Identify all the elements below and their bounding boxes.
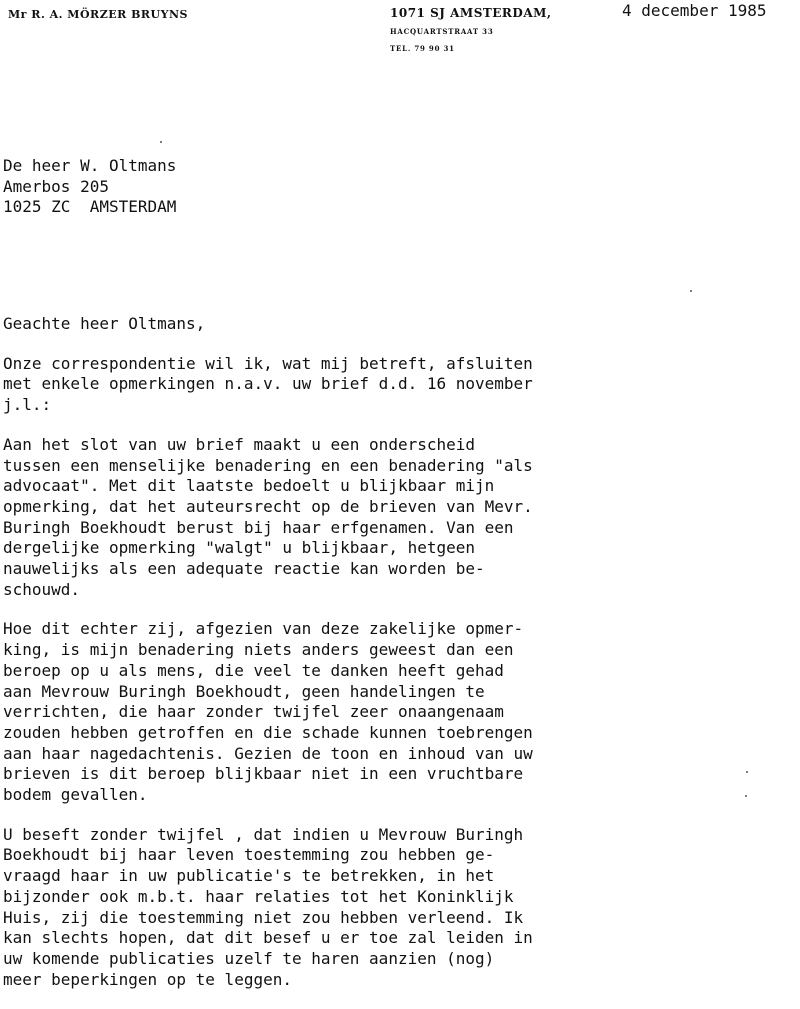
scan-speck	[746, 771, 748, 773]
text-line: Onze correspondentie wil ik, wat mij betreft, afsluiten	[3, 353, 533, 373]
paragraph-1	[3, 354, 793, 416]
text-line: aan haar nagedachtenis. Gezien de toon en inhoud van uw	[3, 743, 533, 763]
text-line: nauwelijks als een adequate reactie kan worden be-	[3, 559, 485, 579]
text-line: opmerking, dat het auteursrecht op de brieven van Mevr.	[3, 496, 533, 516]
text-line: tussen een menselijke benadering en een benadering "als	[3, 455, 533, 475]
text-line: Aan het slot van uw brief maakt u een onderscheid	[3, 434, 476, 454]
recipient-street: Amerbos 205	[3, 176, 109, 196]
letterhead-telephone: TEL. 79 90 31	[390, 44, 455, 53]
text-line: uw komende publicaties uzelf te haren aanzien (nog)	[3, 948, 495, 968]
paragraph-3	[3, 619, 793, 805]
letter-body	[3, 314, 793, 1009]
text-line: Buringh Boekhoudt berust bij haar erfgenamen. Van een	[3, 517, 514, 537]
letter-date: 4 december 1985	[622, 1, 767, 20]
recipient-postal-city: 1025 ZC AMSTERDAM	[3, 197, 177, 216]
scan-speck	[745, 795, 747, 797]
letterhead-sender-name: Mr R. A. MÖRZER BRUYNS	[8, 8, 188, 21]
salutation: Geachte heer Oltmans,	[3, 314, 206, 333]
recipient-name: De heer W. Oltmans	[3, 156, 177, 175]
scan-speck	[690, 290, 692, 292]
paragraph-2	[3, 435, 793, 601]
text-line: kan slechts hopen, dat dit besef u er toe zal leiden in	[3, 928, 533, 948]
text-line: brieven is dit beroep blijkbaar niet in een vruchtbare	[3, 764, 524, 784]
text-line: dergelijke opmerking "walgt" u blijkbaar, hetgeen	[3, 538, 476, 558]
text-line: Hoe dit echter zij, afgezien van deze zakelijke opmer-	[3, 619, 524, 639]
text-line: Boekhoudt bij haar leven toestemming zou hebben ge-	[3, 845, 495, 865]
text-line: advocaat". Met dit laatste bedoelt u blijkbaar mijn	[3, 476, 495, 496]
text-line: bijzonder ook m.b.t. haar relaties tot het Koninklijk	[3, 886, 514, 906]
letterhead-street: HACQUARTSTRAAT 33	[390, 27, 494, 36]
text-line: U beseft zonder twijfel , dat indien u Mevrouw Buringh	[3, 824, 524, 844]
text-line: schouwd.	[3, 579, 81, 599]
text-line: met enkele opmerkingen n.a.v. uw brief d.d. 16 november	[3, 374, 533, 394]
text-line: zouden hebben getroffen en die schade kunnen toebrengen	[3, 722, 533, 742]
text-line: aan Mevrouw Buringh Boekhoudt, geen handelingen te	[3, 681, 485, 701]
text-line: vraagd haar in uw publicatie's te betrekken, in het	[3, 866, 495, 886]
scan-speck	[160, 141, 162, 143]
text-line: beroep op u als mens, die veel te danken heeft gehad	[3, 660, 504, 680]
letterhead-city: 1071 SJ AMSTERDAM,	[390, 6, 552, 20]
text-line: king, is mijn benadering niets anders geweest dan een	[3, 640, 514, 660]
text-line: j.l.:	[3, 395, 52, 415]
text-line: verrichten, die haar zonder twijfel zeer onaangenaam	[3, 702, 504, 722]
paragraph-4	[3, 825, 793, 991]
text-line: meer beperkingen op te leggen.	[3, 969, 292, 989]
text-line: bodem gevallen.	[3, 785, 148, 805]
text-line: Huis, zij die toestemming niet zou hebben verleend. Ik	[3, 907, 524, 927]
recipient-address	[3, 156, 176, 218]
